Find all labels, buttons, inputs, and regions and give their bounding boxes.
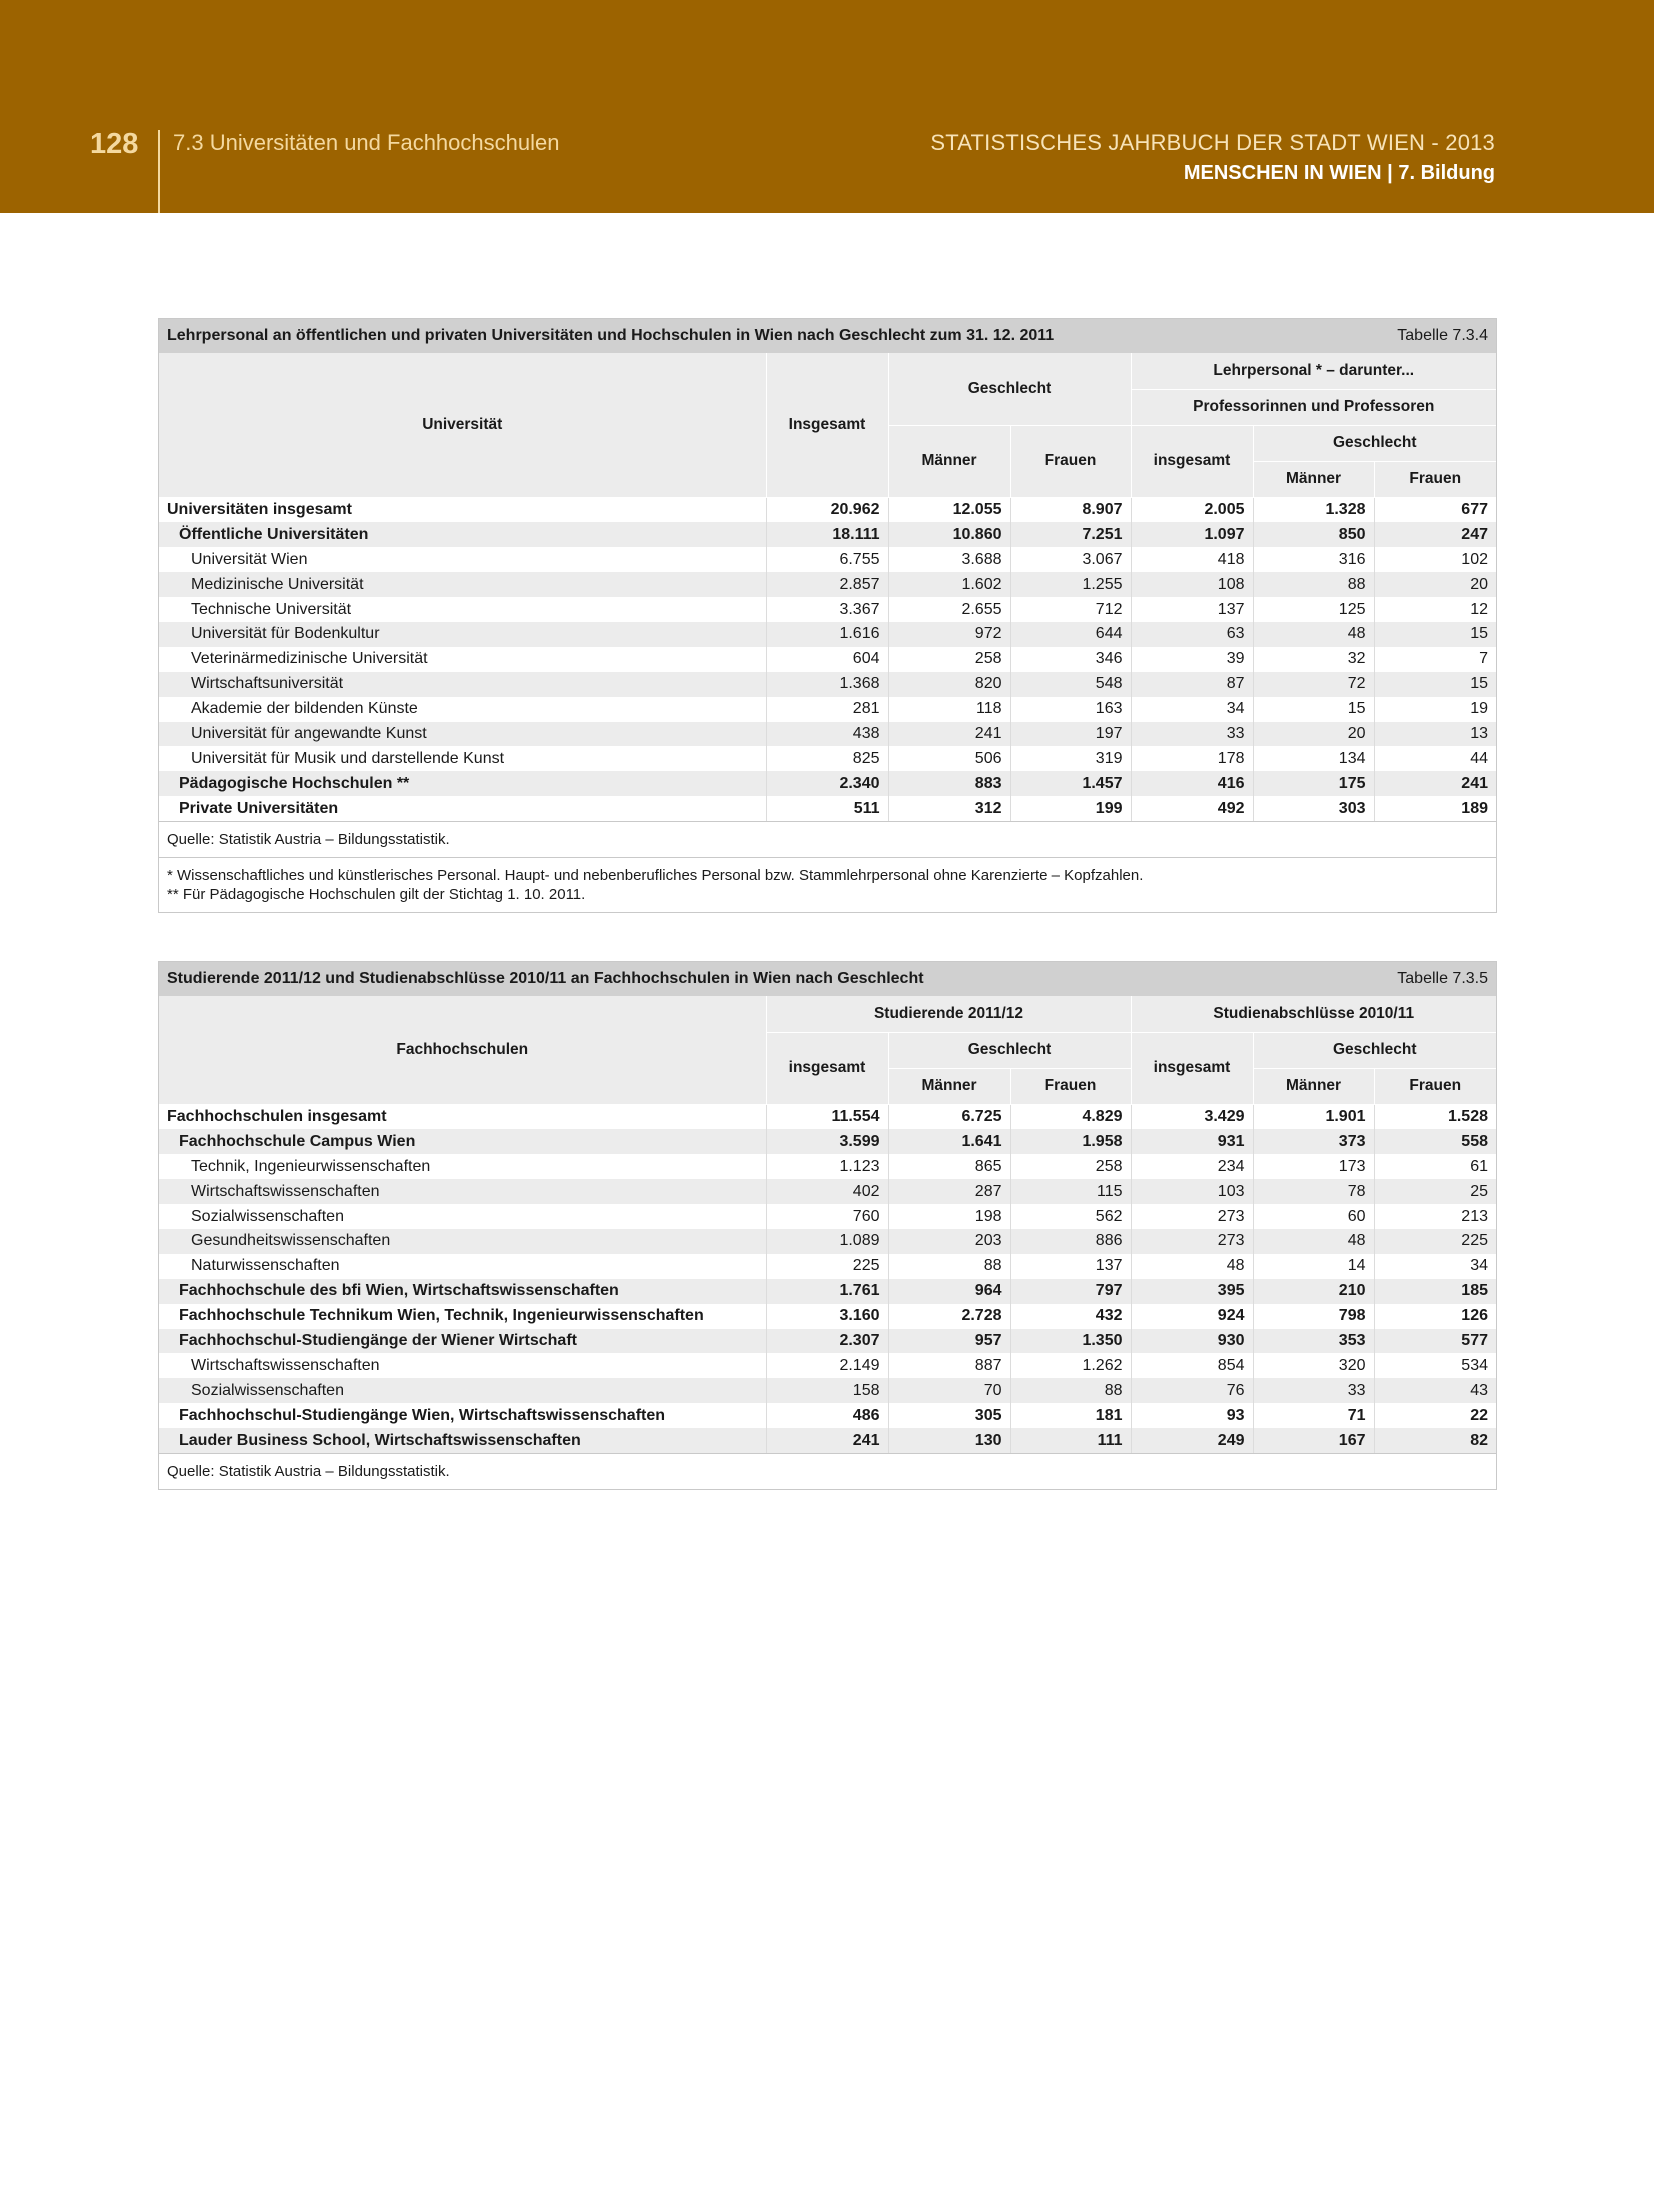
cell-value: 798: [1253, 1304, 1374, 1329]
cell-value: 820: [888, 672, 1010, 697]
row-label: Medizinische Universität: [159, 572, 766, 597]
cell-value: 70: [888, 1378, 1010, 1403]
cell-value: 303: [1253, 796, 1374, 821]
col-header-prof-insgesamt: insgesamt: [1131, 425, 1253, 497]
cell-value: 2.307: [766, 1329, 888, 1354]
cell-value: 189: [1461, 799, 1488, 817]
row-label: Universität für angewandte Kunst: [159, 722, 766, 747]
cell-value: 185: [1374, 1279, 1496, 1304]
cell-value: 273: [1131, 1204, 1253, 1229]
cell-value: 548: [1010, 672, 1131, 697]
cell-value: 88: [1253, 572, 1374, 597]
cell-value: 957: [888, 1329, 1010, 1354]
header-banner: [0, 0, 1654, 213]
cell-value: 2.340: [766, 771, 888, 796]
table-row: [159, 771, 1496, 796]
cell-value: 1.328: [1253, 497, 1374, 522]
row-label: Sozialwissenschaften: [159, 1378, 766, 1403]
row-label: Technik, Ingenieurwissenschaften: [159, 1154, 766, 1179]
cell-value: 78: [1253, 1179, 1374, 1204]
cell-value: 281: [766, 697, 888, 722]
cell-value: 258: [888, 647, 1010, 672]
cell-value: 102: [1461, 550, 1488, 568]
cell-value: 108: [1131, 572, 1253, 597]
cell-value: 346: [1010, 647, 1131, 672]
table-row: [159, 672, 1496, 697]
table-row: [159, 647, 1496, 672]
col-header-stud-insgesamt: insgesamt: [766, 1032, 888, 1104]
cell-value: 3.688: [888, 547, 1010, 572]
cell-value: 234: [1131, 1154, 1253, 1179]
cell-value: 395: [1131, 1279, 1253, 1304]
row-label: Pädagogische Hochschulen **: [159, 771, 766, 796]
cell-value: 604: [766, 647, 888, 672]
cell-value: 241: [766, 1428, 888, 1453]
cell-value: 887: [888, 1353, 1010, 1378]
footnote-1: * Wissenschaftliches und künstlerisches Personal. Haupt- und nebenberufliches Personal bzw. Stammlehrpersonal ohne Karenzierte – Kopfzahlen.: [167, 867, 1144, 885]
cell-value: 964: [888, 1279, 1010, 1304]
cell-value: 438: [766, 722, 888, 747]
cell-value: 2.857: [766, 572, 888, 597]
col-header-stud-frauen: Frauen: [1010, 1068, 1131, 1104]
table-row: [159, 1179, 1496, 1204]
cell-value: 1.616: [766, 622, 888, 647]
row-label: Naturwissenschaften: [159, 1254, 766, 1279]
table-row: [159, 597, 1496, 622]
table-row: [159, 497, 1496, 522]
cell-value: 1.097: [1131, 522, 1253, 547]
cell-value: 34: [1470, 1257, 1488, 1275]
table-lehrpersonal: [158, 318, 1497, 913]
table-row: [159, 796, 1496, 821]
col-header-studierende: Studierende 2011/12: [766, 996, 1131, 1032]
cell-value: 511: [766, 796, 888, 821]
cell-value: 115: [1010, 1179, 1131, 1204]
table-title-bar: [159, 962, 1496, 996]
cell-value: 82: [1374, 1428, 1496, 1453]
cell-value: 225: [766, 1254, 888, 1279]
cell-value: 13: [1374, 722, 1496, 747]
page-number: 128: [90, 128, 139, 160]
table-row: [159, 1428, 1496, 1453]
cell-value: 11.554: [766, 1104, 888, 1129]
cell-value: 134: [1253, 746, 1374, 771]
col-header-geschlecht: Geschlecht: [888, 353, 1131, 425]
cell-value: 103: [1131, 1179, 1253, 1204]
cell-value: 61: [1470, 1157, 1488, 1175]
row-label: Wirtschaftsuniversität: [159, 672, 766, 697]
cell-value: 213: [1461, 1207, 1488, 1225]
col-header-prof-frauen: Frauen: [1374, 461, 1496, 497]
cell-value: 20.962: [766, 497, 888, 522]
row-label: Öffentliche Universitäten: [159, 522, 766, 547]
cell-value: 1.641: [888, 1129, 1010, 1154]
row-label: Universität für Musik und darstellende Kunst: [159, 746, 766, 771]
cell-value: 48: [1253, 622, 1374, 647]
cell-value: 39: [1131, 647, 1253, 672]
cell-value: 33: [1131, 722, 1253, 747]
cell-value: 3.429: [1131, 1104, 1253, 1129]
cell-value: 931: [1131, 1129, 1253, 1154]
table-row: [159, 1229, 1496, 1254]
cell-value: 3.599: [766, 1129, 888, 1154]
cell-value: 486: [766, 1403, 888, 1428]
book-title: STATISTISCHES JAHRBUCH DER STADT WIEN - 2013: [930, 130, 1495, 155]
cell-value: 760: [766, 1204, 888, 1229]
cell-value: 241: [888, 722, 1010, 747]
cell-value: 43: [1374, 1378, 1496, 1403]
cell-value: 87: [1131, 672, 1253, 697]
row-label: Wirtschaftswissenschaften: [159, 1179, 766, 1204]
cell-value: 60: [1253, 1204, 1374, 1229]
cell-value: 15: [1253, 697, 1374, 722]
cell-value: 577: [1374, 1329, 1496, 1354]
cell-value: 88: [1010, 1378, 1131, 1403]
col-header-insgesamt: Insgesamt: [766, 353, 888, 497]
cell-value: 2.728: [888, 1304, 1010, 1329]
cell-value: 18.111: [766, 522, 888, 547]
row-label: Fachhochschule Technikum Wien, Technik, Ingenieurwissenschaften: [159, 1304, 766, 1329]
cell-value: 1.528: [1374, 1104, 1496, 1129]
cell-value: 312: [888, 796, 1010, 821]
row-label: Fachhochschul-Studiengänge der Wiener Wirtschaft: [159, 1329, 766, 1354]
cell-value: 249: [1131, 1428, 1253, 1453]
cell-value: 287: [888, 1179, 1010, 1204]
cell-value: 10.860: [888, 522, 1010, 547]
cell-value: 247: [1374, 522, 1496, 547]
cell-value: 225: [1374, 1229, 1496, 1254]
cell-value: 558: [1374, 1129, 1496, 1154]
cell-value: 418: [1131, 547, 1253, 572]
cell-value: 825: [766, 746, 888, 771]
cell-value: 2.005: [1131, 497, 1253, 522]
cell-value: 126: [1461, 1307, 1488, 1325]
cell-value: 1.123: [766, 1154, 888, 1179]
cell-value: 137: [1131, 597, 1253, 622]
cell-value: 972: [888, 622, 1010, 647]
row-label: Fachhochschulen insgesamt: [159, 1104, 766, 1129]
cell-value: 173: [1253, 1154, 1374, 1179]
cell-value: 886: [1010, 1229, 1131, 1254]
table-title: Lehrpersonal an öffentlichen und privaten Universitäten und Hochschulen in Wien nach Geschlecht zum 31. 12. 2011: [167, 327, 1055, 344]
source-note: Quelle: Statistik Austria – Bildungsstatistik.: [159, 821, 1496, 857]
header-divider: [158, 130, 160, 213]
cell-value: 48: [1253, 1229, 1374, 1254]
cell-value: 20: [1374, 572, 1496, 597]
cell-value: 8.907: [1010, 497, 1131, 522]
col-header-maenner: Männer: [888, 425, 1010, 497]
footnotes: [159, 857, 1496, 912]
cell-value: 4.829: [1010, 1104, 1131, 1129]
cell-value: 198: [888, 1204, 1010, 1229]
row-label: Universitäten insgesamt: [159, 497, 766, 522]
row-label: Veterinärmedizinische Universität: [159, 647, 766, 672]
cell-value: 534: [1461, 1356, 1488, 1374]
cell-value: 63: [1131, 622, 1253, 647]
table-row: [159, 1204, 1496, 1229]
cell-value: 797: [1010, 1279, 1131, 1304]
table-title-bar: [159, 319, 1496, 353]
cell-value: 1.901: [1253, 1104, 1374, 1129]
col-header-prof-maenner: Männer: [1253, 461, 1374, 497]
cell-value: 1.958: [1010, 1129, 1131, 1154]
cell-value: 111: [1010, 1428, 1131, 1453]
cell-value: 432: [1010, 1304, 1131, 1329]
cell-value: 506: [888, 746, 1010, 771]
data-table: [159, 353, 1496, 821]
cell-value: 1.350: [1010, 1329, 1131, 1354]
table-row: [159, 1329, 1496, 1354]
footnote-2: ** Für Pädagogische Hochschulen gilt der Stichtag 1. 10. 2011.: [167, 886, 586, 904]
table-row: [159, 1279, 1496, 1304]
cell-value: 125: [1253, 597, 1374, 622]
book-header: [930, 130, 1495, 185]
cell-value: 88: [888, 1254, 1010, 1279]
table-title: Studierende 2011/12 und Studienabschlüsse 2010/11 an Fachhochschulen in Wien nach Geschlecht: [167, 970, 924, 987]
col-header-professoren: Professorinnen und Professoren: [1131, 389, 1496, 425]
source-note: Quelle: Statistik Austria – Bildungsstatistik.: [159, 1453, 1496, 1489]
cell-value: 48: [1131, 1254, 1253, 1279]
cell-value: 1.457: [1010, 771, 1131, 796]
table-row: [159, 1304, 1496, 1329]
cell-value: 6.725: [888, 1104, 1010, 1129]
cell-value: 353: [1253, 1329, 1374, 1354]
cell-value: 6.755: [766, 547, 888, 572]
cell-value: 130: [888, 1428, 1010, 1453]
cell-value: 2.655: [888, 597, 1010, 622]
cell-value: 1.262: [1010, 1353, 1131, 1378]
cell-value: 3.160: [766, 1304, 888, 1329]
cell-value: 175: [1253, 771, 1374, 796]
cell-value: 14: [1253, 1254, 1374, 1279]
cell-value: 316: [1253, 547, 1374, 572]
col-header-lehrpersonal: Lehrpersonal * – darunter...: [1131, 353, 1496, 389]
table-row: [159, 1129, 1496, 1154]
cell-value: 3.067: [1010, 547, 1131, 572]
table-row: [159, 547, 1496, 572]
cell-value: 712: [1010, 597, 1131, 622]
table-row: [159, 1254, 1496, 1279]
table-row: [159, 572, 1496, 597]
cell-value: 930: [1131, 1329, 1253, 1354]
cell-value: 562: [1010, 1204, 1131, 1229]
row-label: Universität für Bodenkultur: [159, 622, 766, 647]
cell-value: 203: [888, 1229, 1010, 1254]
cell-value: 241: [1374, 771, 1496, 796]
chapter-title: MENSCHEN IN WIEN | 7. Bildung: [1183, 162, 1495, 184]
table-row: [159, 697, 1496, 722]
table-row: [159, 1104, 1496, 1129]
row-label: Universität Wien: [159, 547, 766, 572]
cell-value: 258: [1010, 1154, 1131, 1179]
cell-value: 883: [888, 771, 1010, 796]
col-header-stud-geschlecht: Geschlecht: [888, 1032, 1131, 1068]
cell-value: 197: [1010, 722, 1131, 747]
cell-value: 15: [1374, 622, 1496, 647]
cell-value: 19: [1470, 700, 1488, 718]
cell-value: 2.149: [766, 1353, 888, 1378]
table-row: [159, 522, 1496, 547]
cell-value: 76: [1131, 1378, 1253, 1403]
section-title: 7.3 Universitäten und Fachhochschulen: [173, 130, 560, 155]
cell-value: 854: [1131, 1353, 1253, 1378]
cell-value: 1.368: [766, 672, 888, 697]
cell-value: 167: [1253, 1428, 1374, 1453]
cell-value: 32: [1253, 647, 1374, 672]
cell-value: 416: [1131, 771, 1253, 796]
col-header-abschluesse: Studienabschlüsse 2010/11: [1131, 996, 1496, 1032]
row-label: Sozialwissenschaften: [159, 1204, 766, 1229]
cell-value: 305: [888, 1403, 1010, 1428]
col-header-abs-geschlecht: Geschlecht: [1253, 1032, 1496, 1068]
cell-value: 199: [1010, 796, 1131, 821]
cell-value: 865: [888, 1154, 1010, 1179]
row-label: Akademie der bildenden Künste: [159, 697, 766, 722]
cell-value: 402: [766, 1179, 888, 1204]
cell-value: 3.367: [766, 597, 888, 622]
cell-value: 210: [1253, 1279, 1374, 1304]
cell-value: 44: [1470, 749, 1488, 767]
row-label: Lauder Business School, Wirtschaftswissenschaften: [159, 1428, 766, 1453]
cell-value: 158: [766, 1378, 888, 1403]
cell-value: 137: [1010, 1254, 1131, 1279]
row-label: Fachhochschule Campus Wien: [159, 1129, 766, 1154]
table-row: [159, 1154, 1496, 1179]
col-header-abs-frauen: Frauen: [1374, 1068, 1496, 1104]
cell-value: 924: [1131, 1304, 1253, 1329]
cell-value: 7: [1479, 650, 1488, 668]
table-row: [159, 622, 1496, 647]
col-header-universitaet: Universität: [159, 353, 766, 497]
row-label: Private Universitäten: [159, 796, 766, 821]
cell-value: 93: [1131, 1403, 1253, 1428]
col-header-prof-geschlecht: Geschlecht: [1253, 425, 1496, 461]
cell-value: 12: [1470, 600, 1488, 618]
cell-value: 644: [1010, 622, 1131, 647]
cell-value: 273: [1131, 1229, 1253, 1254]
cell-value: 492: [1131, 796, 1253, 821]
cell-value: 7.251: [1010, 522, 1131, 547]
col-header-abs-maenner: Männer: [1253, 1068, 1374, 1104]
cell-value: 71: [1253, 1403, 1374, 1428]
row-label: Gesundheitswissenschaften: [159, 1229, 766, 1254]
col-header-abs-insgesamt: insgesamt: [1131, 1032, 1253, 1104]
cell-value: 1.761: [766, 1279, 888, 1304]
table-row: [159, 722, 1496, 747]
cell-value: 163: [1010, 697, 1131, 722]
cell-value: 20: [1253, 722, 1374, 747]
cell-value: 1.602: [888, 572, 1010, 597]
cell-value: 1.255: [1010, 572, 1131, 597]
table-number: Tabelle 7.3.4: [1397, 327, 1488, 344]
cell-value: 677: [1374, 497, 1496, 522]
row-label: Fachhochschul-Studiengänge Wien, Wirtschaftswissenschaften: [159, 1403, 766, 1428]
table-row: [159, 746, 1496, 771]
cell-value: 22: [1470, 1406, 1488, 1424]
row-label: Fachhochschule des bfi Wien, Wirtschaftswissenschaften: [159, 1279, 766, 1304]
col-header-frauen: Frauen: [1010, 425, 1131, 497]
cell-value: 15: [1374, 672, 1496, 697]
data-table: [159, 996, 1496, 1453]
table-number: Tabelle 7.3.5: [1397, 970, 1488, 987]
table-row: [159, 1378, 1496, 1403]
col-header-fachhochschulen: Fachhochschulen: [159, 996, 766, 1104]
cell-value: 1.089: [766, 1229, 888, 1254]
row-label: Technische Universität: [159, 597, 766, 622]
cell-value: 178: [1131, 746, 1253, 771]
cell-value: 25: [1374, 1179, 1496, 1204]
cell-value: 72: [1253, 672, 1374, 697]
col-header-stud-maenner: Männer: [888, 1068, 1010, 1104]
row-label: Wirtschaftswissenschaften: [159, 1353, 766, 1378]
cell-value: 12.055: [888, 497, 1010, 522]
table-row: [159, 1353, 1496, 1378]
cell-value: 34: [1131, 697, 1253, 722]
cell-value: 33: [1253, 1378, 1374, 1403]
cell-value: 320: [1253, 1353, 1374, 1378]
cell-value: 373: [1253, 1129, 1374, 1154]
table-row: [159, 1403, 1496, 1428]
cell-value: 319: [1010, 746, 1131, 771]
table-fachhochschulen: [158, 961, 1497, 1490]
cell-value: 850: [1253, 522, 1374, 547]
cell-value: 118: [888, 697, 1010, 722]
cell-value: 181: [1010, 1403, 1131, 1428]
